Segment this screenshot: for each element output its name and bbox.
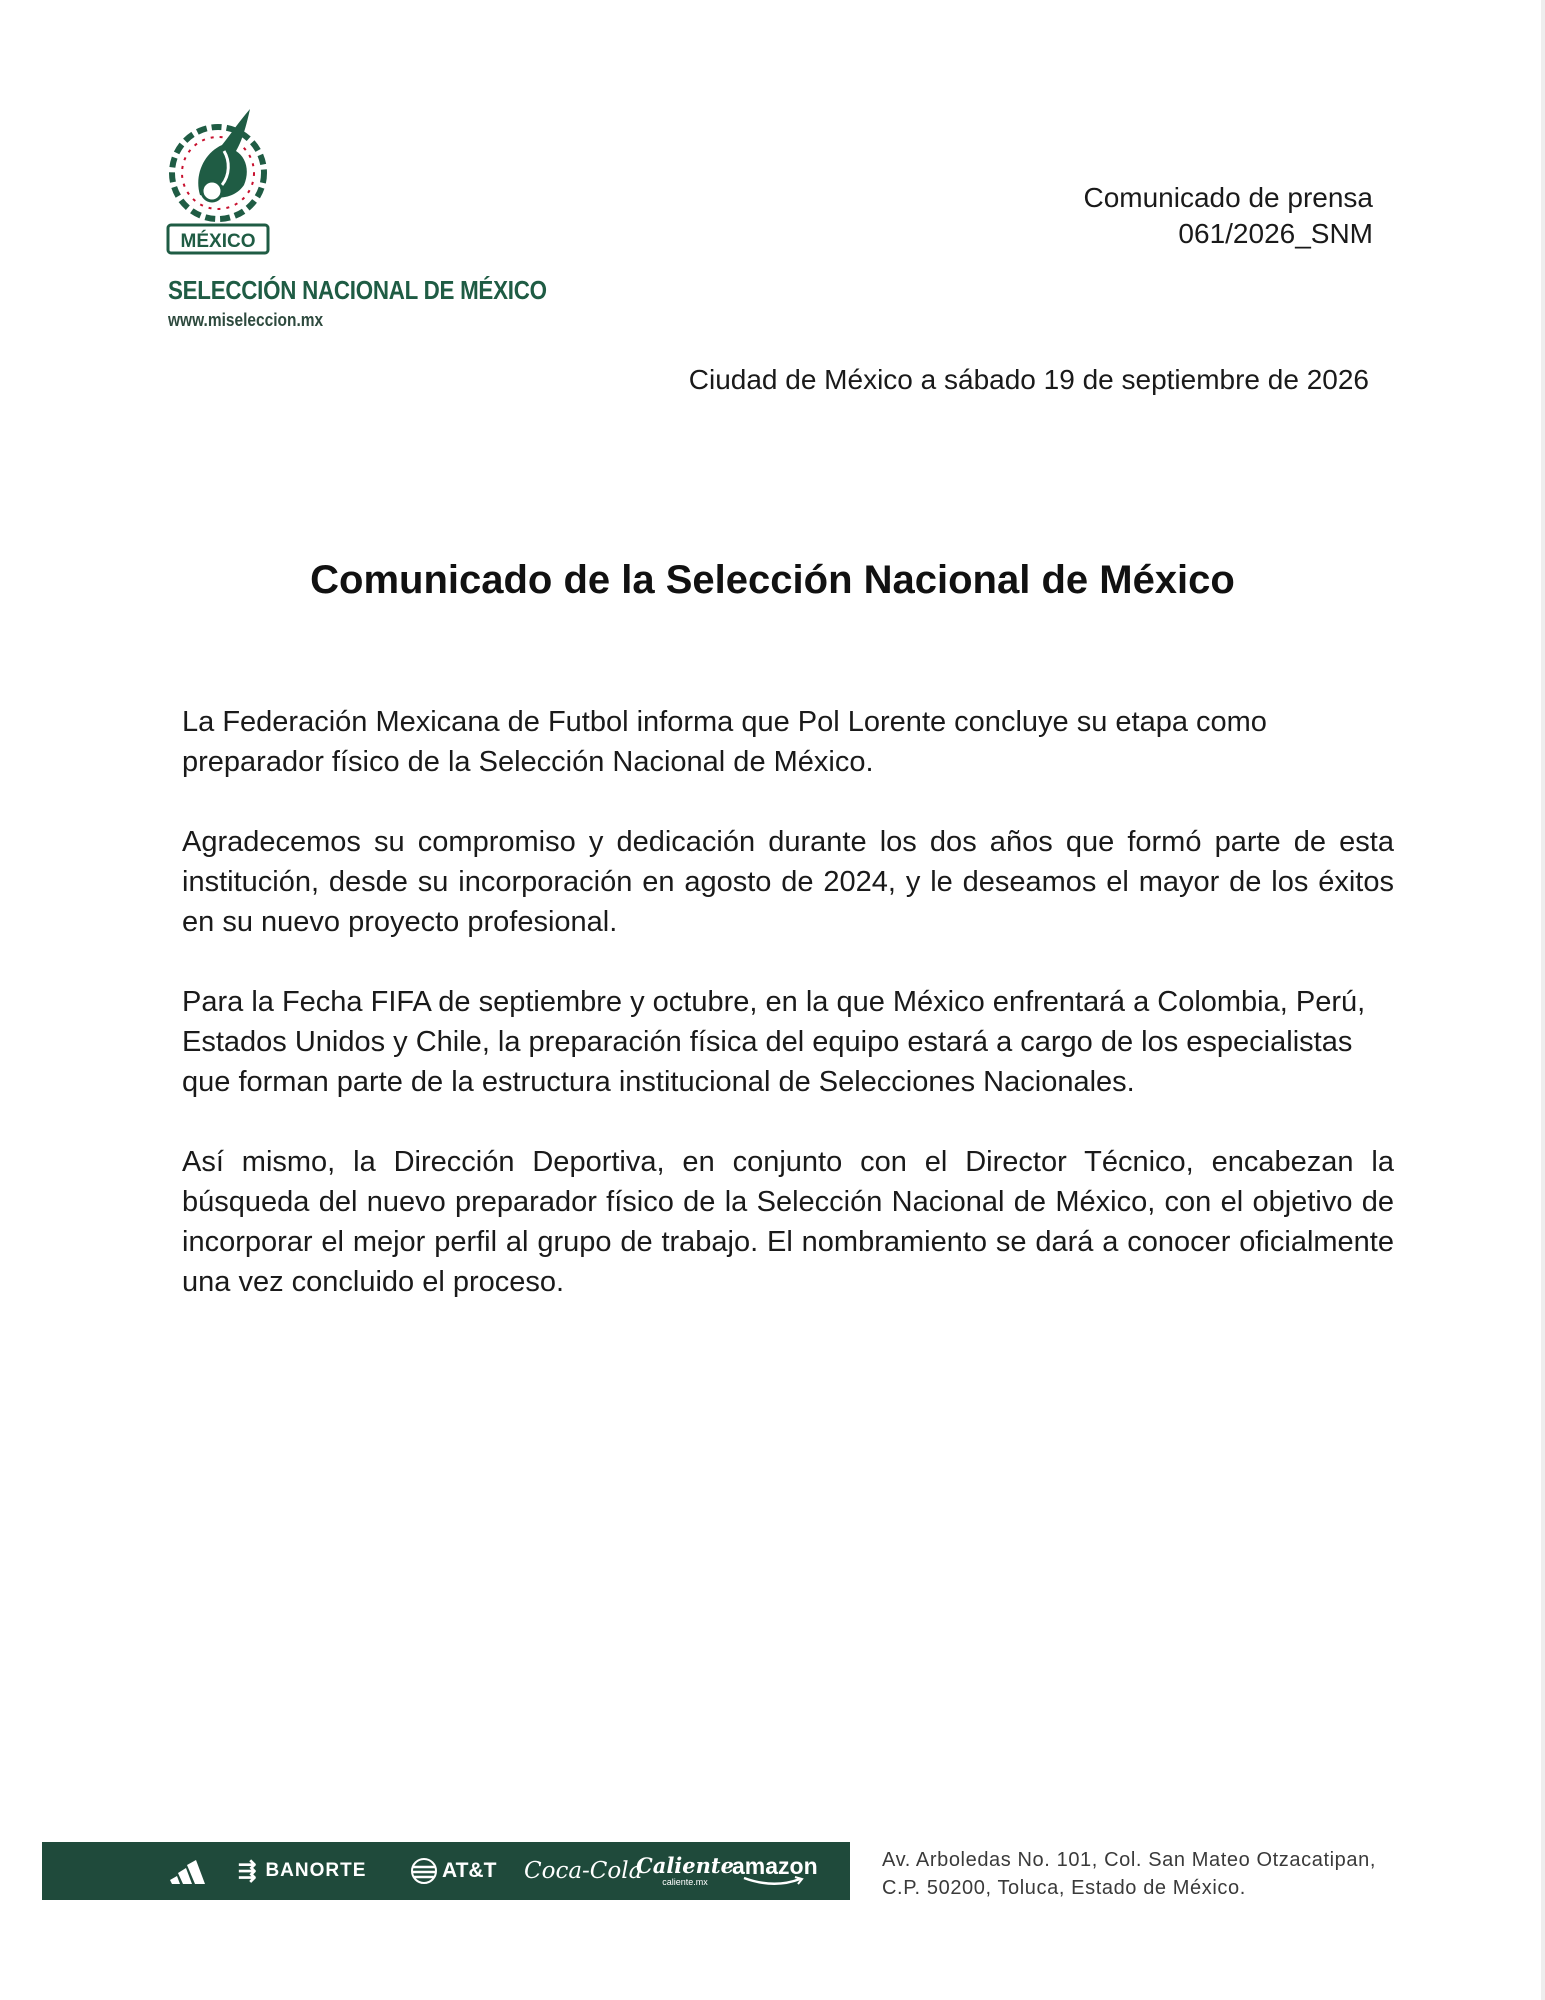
paragraph: Agradecemos su compromiso y dedicación durante los dos años que formó parte de esta institución, desde su incorporación en agosto de 2024, y le deseamos el mayor de los éxitos en su nuevo proyecto profesional.: [182, 826, 1394, 938]
cocacola-logo: Coca-Cola: [524, 1858, 643, 1884]
banorte-label: BANORTE: [265, 1860, 367, 1881]
address-line-2: C.P. 50200, Toluca, Estado de México.: [882, 1877, 1246, 1899]
paragraph: La Federación Mexicana de Futbol informa que Pol Lorente concluye su etapa como preparador físico de la Selección Nacional de México.: [182, 706, 1267, 778]
att-globe-icon: [410, 1857, 438, 1885]
address-line-1: Av. Arboledas No. 101, Col. San Mateo Otzacatipan,: [882, 1849, 1376, 1871]
mexico-crest-logo: [160, 105, 280, 255]
amazon-logo: [732, 1842, 818, 1900]
adidas-logo-icon: [170, 1842, 216, 1900]
banorte-mark-icon: ⇶: [238, 1858, 258, 1883]
crest-label: MÉXICO: [180, 231, 256, 252]
body-text: [182, 702, 1394, 1342]
amazon-smile-icon: [740, 1875, 810, 1887]
sponsor-bar: [42, 1842, 850, 1900]
brand-url: www.miseleccion.mx: [168, 310, 324, 330]
address: [882, 1846, 1376, 1902]
caliente-logo: [636, 1842, 734, 1900]
page-edge: [1541, 0, 1545, 2000]
paragraph: Para la Fecha FIFA de septiembre y octubre, en la que México enfrentará a Colombia, Perú, Estados Unidos y Chile, la preparación física del equipo estará a cargo de los especialistas que forman parte de la estructura institucional de Selecciones Nacionales.: [182, 986, 1366, 1098]
press-reference: [1083, 180, 1373, 252]
banorte-logo: [238, 1842, 366, 1900]
press-number: 061/2026_SNM: [1178, 218, 1373, 249]
brand-name: SELECCIÓN NACIONAL DE MÉXICO: [168, 275, 547, 305]
caliente-label: Caliente: [636, 1853, 734, 1878]
att-logo: [410, 1842, 496, 1900]
att-label: AT&T: [442, 1859, 497, 1882]
press-label: Comunicado de prensa: [1083, 182, 1373, 213]
document-title: Comunicado de la Selección Nacional de México: [310, 558, 1235, 602]
amazon-label: amazon: [732, 1853, 818, 1879]
date-line: Ciudad de México a sábado 19 de septiembre de 2026: [688, 364, 1369, 395]
caliente-url: caliente.mx: [662, 1877, 708, 1887]
paragraph: Así mismo, la Dirección Deportiva, en conjunto con el Director Técnico, encabezan la búsqueda del nuevo preparador físico de la Selección Nacional de México, con el objetivo de incorporar el mejor perfil al grupo de trabajo. El nombramiento se dará a conocer oficialmente una vez concluido el proceso.: [182, 1146, 1394, 1298]
